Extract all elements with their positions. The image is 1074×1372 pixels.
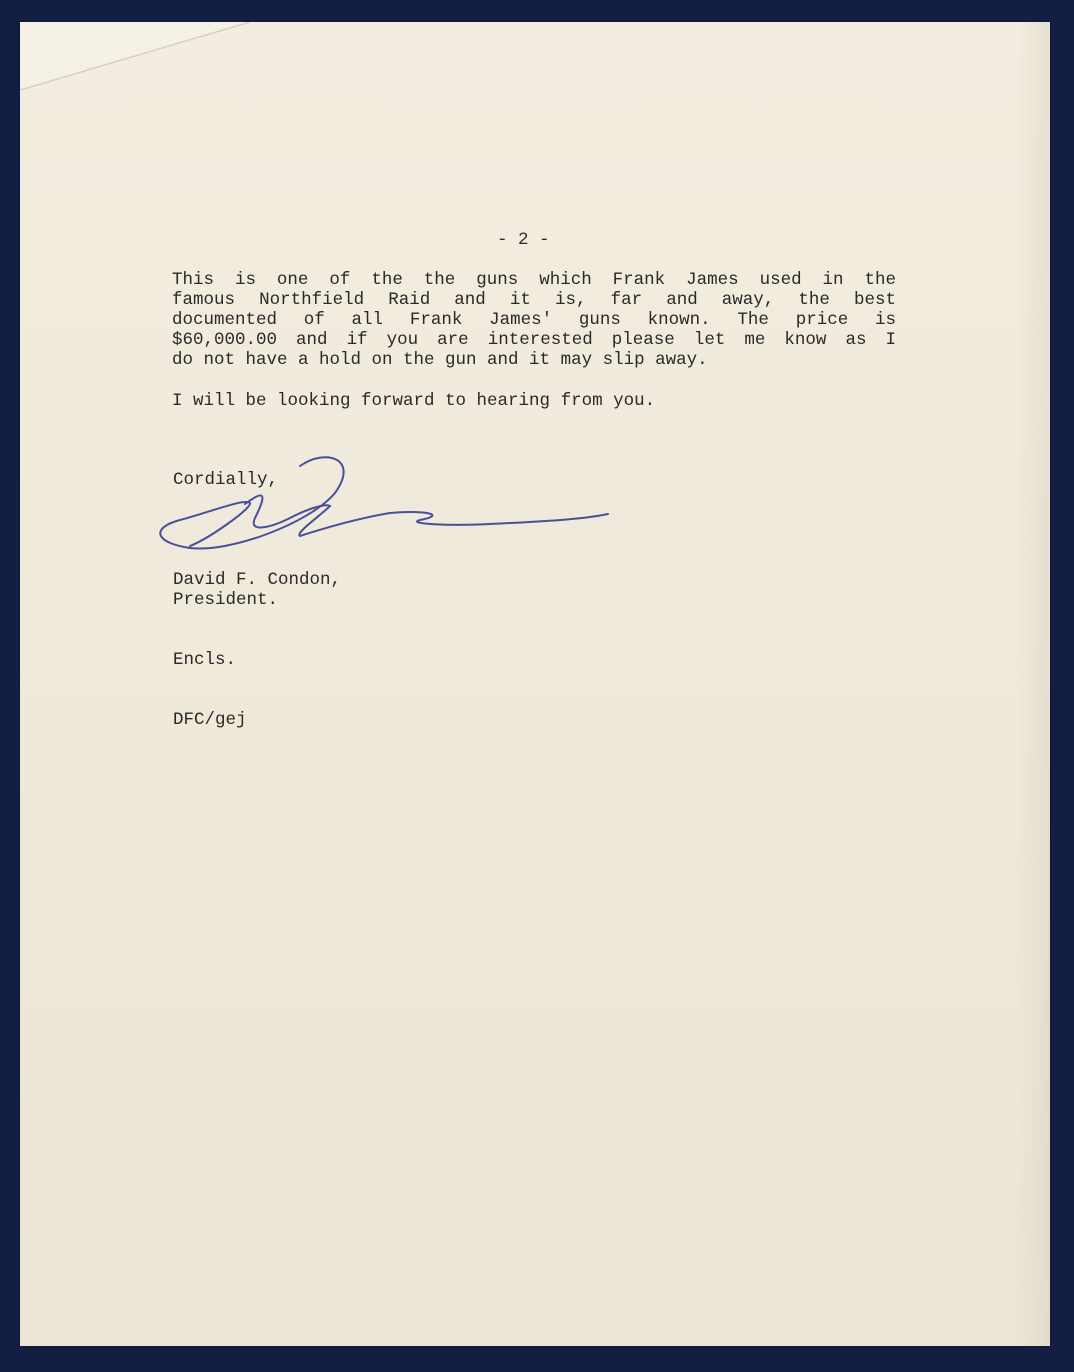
enclosures-note: Encls. [173,650,237,670]
body-line: This is one of the the guns which Frank James used in the [172,270,896,290]
signer-name: David F. Condon, [173,570,342,590]
signer-title: President. [173,590,279,610]
letter-body-paragraph [172,270,896,370]
body-line: documented of all Frank James' guns known. The price is [172,310,896,330]
reference-initials: DFC/gej [173,710,247,730]
page-edge-shadow [1016,22,1050,1346]
body-line: do not have a hold on the gun and it may slip away. [172,350,708,370]
folded-corner [20,22,260,92]
closing-sentence: I will be looking forward to hearing from you. [172,391,656,411]
body-line: famous Northfield Raid and it is, far and away, the best [172,290,896,310]
salutation: Cordially, [173,470,279,490]
handwritten-signature [150,448,620,563]
body-line: $60,000.00 and if you are interested please let me know as I [172,330,896,350]
page-number: - 2 - [497,230,550,250]
letter-page [20,22,1050,1346]
